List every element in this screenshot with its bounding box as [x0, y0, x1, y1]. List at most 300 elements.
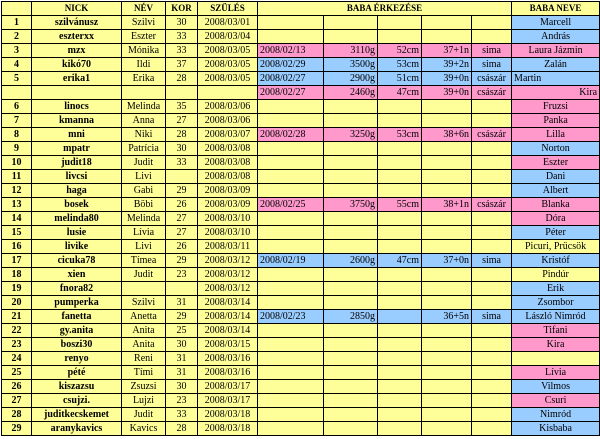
table-row — [2, 16, 600, 30]
row-number: 10 — [2, 156, 32, 170]
row-number: 24 — [2, 352, 32, 366]
baby-name-cell: Vilmos — [512, 380, 600, 394]
row-number — [2, 86, 32, 100]
length-cell: 53cm — [378, 58, 422, 72]
header-baba-erkezese: BABA ÉRKEZÉSE — [258, 2, 512, 16]
row-number: 6 — [2, 100, 32, 114]
row-number: 19 — [2, 282, 32, 296]
birth-type-cell: császár — [472, 72, 512, 86]
name-cell: Judit — [122, 268, 166, 282]
table-row — [2, 156, 600, 170]
weight-cell: 3750g — [324, 198, 378, 212]
arrival-date-cell — [258, 30, 324, 44]
baby-name-cell: Norton — [512, 142, 600, 156]
nick-cell: boszi30 — [32, 338, 122, 352]
arrival-date-cell — [258, 338, 324, 352]
week-cell — [422, 114, 472, 128]
due-date-cell: 2008/03/15 — [198, 338, 258, 352]
birth-type-cell: sima — [472, 310, 512, 324]
nick-cell: melinda80 — [32, 212, 122, 226]
arrival-date-cell — [258, 366, 324, 380]
due-date-cell: 2008/03/06 — [198, 100, 258, 114]
nick-cell: mni — [32, 128, 122, 142]
name-cell: Niki — [122, 128, 166, 142]
due-date-cell: 2008/03/11 — [198, 240, 258, 254]
birth-type-cell — [472, 380, 512, 394]
birth-type-cell — [472, 100, 512, 114]
baby-name-cell: Péter — [512, 226, 600, 240]
due-date-cell: 2008/03/06 — [198, 114, 258, 128]
table-row — [2, 380, 600, 394]
header-kor: KOR — [166, 2, 198, 16]
table-row — [2, 338, 600, 352]
nick-cell: kikó70 — [32, 58, 122, 72]
arrival-date-cell: 2008/02/27 — [258, 86, 324, 100]
weight-cell — [324, 422, 378, 436]
due-date-cell — [198, 86, 258, 100]
name-cell: Patrícia — [122, 142, 166, 156]
name-cell: Livi — [122, 170, 166, 184]
name-cell: Tímea — [122, 254, 166, 268]
due-date-cell: 2008/03/16 — [198, 352, 258, 366]
arrival-date-cell: 2008/02/19 — [258, 254, 324, 268]
table-row — [2, 128, 600, 142]
name-cell: Melinda — [122, 100, 166, 114]
name-cell: Lujzi — [122, 394, 166, 408]
nick-cell: juditkecskemet — [32, 408, 122, 422]
birth-type-cell — [472, 366, 512, 380]
arrival-date-cell — [258, 282, 324, 296]
name-cell: Livi — [122, 240, 166, 254]
weight-cell — [324, 100, 378, 114]
due-date-cell: 2008/03/14 — [198, 296, 258, 310]
row-number: 14 — [2, 212, 32, 226]
row-number: 7 — [2, 114, 32, 128]
week-cell — [422, 226, 472, 240]
weight-cell — [324, 338, 378, 352]
age-cell: 29 — [166, 184, 198, 198]
baby-name-cell: Lívia — [512, 366, 600, 380]
birth-type-cell — [472, 422, 512, 436]
age-cell: 31 — [166, 366, 198, 380]
due-date-cell: 2008/03/09 — [198, 198, 258, 212]
baby-name-cell: Dóra — [512, 212, 600, 226]
name-cell — [122, 86, 166, 100]
week-cell — [422, 352, 472, 366]
arrival-date-cell — [258, 170, 324, 184]
week-cell — [422, 338, 472, 352]
birth-type-cell — [472, 324, 512, 338]
baby-name-cell: Picuri, Prücsök — [512, 240, 600, 254]
length-cell — [378, 324, 422, 338]
name-cell: Eszter — [122, 30, 166, 44]
baby-name-cell: Nimród — [512, 408, 600, 422]
age-cell: 33 — [166, 44, 198, 58]
nick-cell: mpatr — [32, 142, 122, 156]
baby-name-cell: László Nimród — [512, 310, 600, 324]
week-cell — [422, 170, 472, 184]
table-row — [2, 30, 600, 44]
row-number: 21 — [2, 310, 32, 324]
weight-cell — [324, 380, 378, 394]
baby-name-cell: Zsombor — [512, 296, 600, 310]
header-baba-neve: BABA NEVE — [512, 2, 600, 16]
due-date-cell: 2008/03/01 — [198, 16, 258, 30]
due-date-cell: 2008/03/10 — [198, 212, 258, 226]
birth-type-cell — [472, 408, 512, 422]
row-number: 26 — [2, 380, 32, 394]
age-cell — [166, 282, 198, 296]
age-cell: 31 — [166, 352, 198, 366]
baby-name-cell: Csuri — [512, 394, 600, 408]
table-body — [2, 16, 600, 436]
arrival-date-cell: 2008/02/28 — [258, 128, 324, 142]
arrival-date-cell — [258, 16, 324, 30]
name-cell: Böbi — [122, 198, 166, 212]
name-cell: Gabi — [122, 184, 166, 198]
arrival-date-cell — [258, 394, 324, 408]
length-cell — [378, 156, 422, 170]
weight-cell — [324, 366, 378, 380]
length-cell — [378, 282, 422, 296]
baby-name-cell: Eszter — [512, 156, 600, 170]
length-cell — [378, 366, 422, 380]
name-cell: Tími — [122, 366, 166, 380]
table-row — [2, 254, 600, 268]
baby-name-cell: Lilla — [512, 128, 600, 142]
table-row — [2, 408, 600, 422]
weight-cell — [324, 226, 378, 240]
due-date-cell: 2008/03/05 — [198, 58, 258, 72]
arrival-date-cell: 2008/02/23 — [258, 310, 324, 324]
row-number: 13 — [2, 198, 32, 212]
due-date-cell: 2008/03/08 — [198, 156, 258, 170]
arrival-date-cell — [258, 156, 324, 170]
birth-type-cell — [472, 16, 512, 30]
weight-cell: 3250g — [324, 128, 378, 142]
name-cell: Kavics — [122, 422, 166, 436]
due-date-cell: 2008/03/05 — [198, 44, 258, 58]
row-number: 9 — [2, 142, 32, 156]
due-date-cell: 2008/03/12 — [198, 254, 258, 268]
week-cell — [422, 240, 472, 254]
length-cell — [378, 30, 422, 44]
week-cell: 37+0n — [422, 254, 472, 268]
baby-name-cell: Blanka — [512, 198, 600, 212]
length-cell — [378, 114, 422, 128]
nick-cell: bosek — [32, 198, 122, 212]
age-cell: 27 — [166, 226, 198, 240]
length-cell — [378, 170, 422, 184]
nick-cell: linocs — [32, 100, 122, 114]
due-date-cell: 2008/03/08 — [198, 142, 258, 156]
weight-cell: 2460g — [324, 86, 378, 100]
table-row — [2, 240, 600, 254]
due-date-cell: 2008/03/12 — [198, 282, 258, 296]
row-number: 8 — [2, 128, 32, 142]
length-cell — [378, 268, 422, 282]
nick-cell: xien — [32, 268, 122, 282]
row-number: 3 — [2, 44, 32, 58]
name-cell: Judit — [122, 156, 166, 170]
week-cell — [422, 324, 472, 338]
birth-type-cell: sima — [472, 254, 512, 268]
row-number: 22 — [2, 324, 32, 338]
age-cell: 29 — [166, 310, 198, 324]
length-cell — [378, 240, 422, 254]
row-number: 1 — [2, 16, 32, 30]
header-szules: SZÜLÉS — [198, 2, 258, 16]
length-cell — [378, 142, 422, 156]
age-cell: 28 — [166, 422, 198, 436]
length-cell — [378, 100, 422, 114]
week-cell — [422, 394, 472, 408]
birth-type-cell — [472, 114, 512, 128]
table-row — [2, 226, 600, 240]
length-cell — [378, 296, 422, 310]
baby-name-cell: Kira — [512, 86, 600, 100]
baby-name-cell: András — [512, 30, 600, 44]
due-date-cell: 2008/03/05 — [198, 72, 258, 86]
week-cell — [422, 156, 472, 170]
birth-type-cell — [472, 156, 512, 170]
name-cell: Anita — [122, 338, 166, 352]
name-cell: Melinda — [122, 212, 166, 226]
name-cell: Erika — [122, 72, 166, 86]
week-cell — [422, 380, 472, 394]
name-cell — [122, 282, 166, 296]
birth-type-cell — [472, 282, 512, 296]
week-cell — [422, 408, 472, 422]
age-cell: 27 — [166, 212, 198, 226]
birth-type-cell — [472, 142, 512, 156]
age-cell: 25 — [166, 324, 198, 338]
length-cell — [378, 212, 422, 226]
weight-cell: 2600g — [324, 254, 378, 268]
arrival-date-cell — [258, 100, 324, 114]
nick-cell: livcsi — [32, 170, 122, 184]
arrival-date-cell — [258, 268, 324, 282]
age-cell: 33 — [166, 30, 198, 44]
row-number: 2 — [2, 30, 32, 44]
arrival-date-cell — [258, 226, 324, 240]
arrival-date-cell — [258, 408, 324, 422]
length-cell — [378, 184, 422, 198]
due-date-cell: 2008/03/18 — [198, 408, 258, 422]
baby-name-cell: Zalán — [512, 58, 600, 72]
arrival-date-cell: 2008/02/13 — [258, 44, 324, 58]
table-row — [2, 44, 600, 58]
birth-type-cell — [472, 394, 512, 408]
weight-cell — [324, 184, 378, 198]
length-cell: 55cm — [378, 198, 422, 212]
age-cell: 37 — [166, 58, 198, 72]
due-date-cell: 2008/03/12 — [198, 268, 258, 282]
name-cell: Reni — [122, 352, 166, 366]
baby-name-cell: Pindúr — [512, 268, 600, 282]
weight-cell — [324, 142, 378, 156]
baby-name-cell: Marcell — [512, 16, 600, 30]
due-date-cell: 2008/03/10 — [198, 226, 258, 240]
week-cell: 37+1n — [422, 44, 472, 58]
age-cell: 23 — [166, 394, 198, 408]
weight-cell — [324, 156, 378, 170]
table-row — [2, 114, 600, 128]
header-num — [2, 2, 32, 16]
birth-type-cell — [472, 226, 512, 240]
age-cell — [166, 86, 198, 100]
name-cell: Anetta — [122, 310, 166, 324]
week-cell: 39+0n — [422, 72, 472, 86]
nick-cell: cicuka78 — [32, 254, 122, 268]
row-number: 20 — [2, 296, 32, 310]
week-cell — [422, 142, 472, 156]
nick-cell: aranykavics — [32, 422, 122, 436]
name-cell: Szilvi — [122, 16, 166, 30]
birth-type-cell — [472, 352, 512, 366]
table-row — [2, 394, 600, 408]
arrival-date-cell — [258, 240, 324, 254]
arrival-date-cell — [258, 142, 324, 156]
row-number: 17 — [2, 254, 32, 268]
birth-type-cell — [472, 30, 512, 44]
age-cell — [166, 170, 198, 184]
nick-cell: renyo — [32, 352, 122, 366]
row-number: 23 — [2, 338, 32, 352]
nick-cell: kmanna — [32, 114, 122, 128]
arrival-date-cell — [258, 184, 324, 198]
name-cell: Ildi — [122, 58, 166, 72]
week-cell — [422, 100, 472, 114]
baby-name-cell: Martin — [512, 72, 600, 86]
baby-name-cell: Panka — [512, 114, 600, 128]
weight-cell — [324, 268, 378, 282]
header-nev: NÉV — [122, 2, 166, 16]
week-cell: 39+2n — [422, 58, 472, 72]
header-nick: NICK — [32, 2, 122, 16]
week-cell: 38+6n — [422, 128, 472, 142]
table-row — [2, 170, 600, 184]
baby-name-cell: Fruzsi — [512, 100, 600, 114]
length-cell: 52cm — [378, 44, 422, 58]
arrival-date-cell: 2008/02/25 — [258, 198, 324, 212]
table-row — [2, 184, 600, 198]
row-number: 18 — [2, 268, 32, 282]
length-cell — [378, 16, 422, 30]
baby-name-cell: Tifani — [512, 324, 600, 338]
birth-type-cell: császár — [472, 86, 512, 100]
age-cell: 26 — [166, 240, 198, 254]
birth-type-cell — [472, 296, 512, 310]
arrival-date-cell — [258, 324, 324, 338]
age-cell: 35 — [166, 100, 198, 114]
nick-cell: gy.anita — [32, 324, 122, 338]
week-cell — [422, 30, 472, 44]
due-date-cell: 2008/03/04 — [198, 30, 258, 44]
age-cell: 23 — [166, 268, 198, 282]
table-row — [2, 282, 600, 296]
header-row — [2, 2, 600, 16]
row-number: 25 — [2, 366, 32, 380]
due-date-cell: 2008/03/08 — [198, 170, 258, 184]
arrival-date-cell — [258, 422, 324, 436]
arrival-date-cell: 2008/02/29 — [258, 58, 324, 72]
weight-cell: 2850g — [324, 310, 378, 324]
nick-cell: livike — [32, 240, 122, 254]
nick-cell — [32, 86, 122, 100]
table-row — [2, 422, 600, 436]
name-cell: Mónika — [122, 44, 166, 58]
weight-cell — [324, 296, 378, 310]
week-cell — [422, 282, 472, 296]
week-cell — [422, 212, 472, 226]
name-cell: Judit — [122, 408, 166, 422]
length-cell — [378, 422, 422, 436]
nick-cell: csujzi. — [32, 394, 122, 408]
age-cell: 26 — [166, 198, 198, 212]
age-cell: 33 — [166, 156, 198, 170]
nick-cell: fnora82 — [32, 282, 122, 296]
weight-cell — [324, 114, 378, 128]
birth-type-cell — [472, 212, 512, 226]
nick-cell: erika1 — [32, 72, 122, 86]
due-date-cell: 2008/03/14 — [198, 310, 258, 324]
length-cell: 53cm — [378, 128, 422, 142]
arrival-date-cell — [258, 352, 324, 366]
due-date-cell: 2008/03/09 — [198, 184, 258, 198]
table-row — [2, 58, 600, 72]
weight-cell: 3500g — [324, 58, 378, 72]
row-number: 12 — [2, 184, 32, 198]
due-date-cell: 2008/03/14 — [198, 324, 258, 338]
week-cell — [422, 422, 472, 436]
birth-type-cell — [472, 170, 512, 184]
pregnancy-table — [1, 1, 600, 436]
weight-cell — [324, 170, 378, 184]
birth-type-cell: császár — [472, 128, 512, 142]
nick-cell: lusie — [32, 226, 122, 240]
weight-cell — [324, 394, 378, 408]
length-cell — [378, 310, 422, 324]
birth-type-cell: császár — [472, 198, 512, 212]
weight-cell — [324, 240, 378, 254]
age-cell: 30 — [166, 380, 198, 394]
age-cell: 30 — [166, 338, 198, 352]
row-number: 11 — [2, 170, 32, 184]
weight-cell — [324, 30, 378, 44]
table-row — [2, 212, 600, 226]
week-cell — [422, 16, 472, 30]
arrival-date-cell — [258, 296, 324, 310]
due-date-cell: 2008/03/17 — [198, 380, 258, 394]
row-number: 28 — [2, 408, 32, 422]
due-date-cell: 2008/03/17 — [198, 394, 258, 408]
week-cell — [422, 184, 472, 198]
length-cell — [378, 226, 422, 240]
table-row — [2, 324, 600, 338]
age-cell: 28 — [166, 128, 198, 142]
table-row — [2, 142, 600, 156]
length-cell — [378, 394, 422, 408]
nick-cell: judit18 — [32, 156, 122, 170]
baby-name-cell: Dani — [512, 170, 600, 184]
week-cell: 38+1n — [422, 198, 472, 212]
arrival-date-cell: 2008/02/27 — [258, 72, 324, 86]
week-cell — [422, 366, 472, 380]
baby-name-cell: Erik — [512, 282, 600, 296]
week-cell: 36+5n — [422, 310, 472, 324]
length-cell: 47cm — [378, 86, 422, 100]
